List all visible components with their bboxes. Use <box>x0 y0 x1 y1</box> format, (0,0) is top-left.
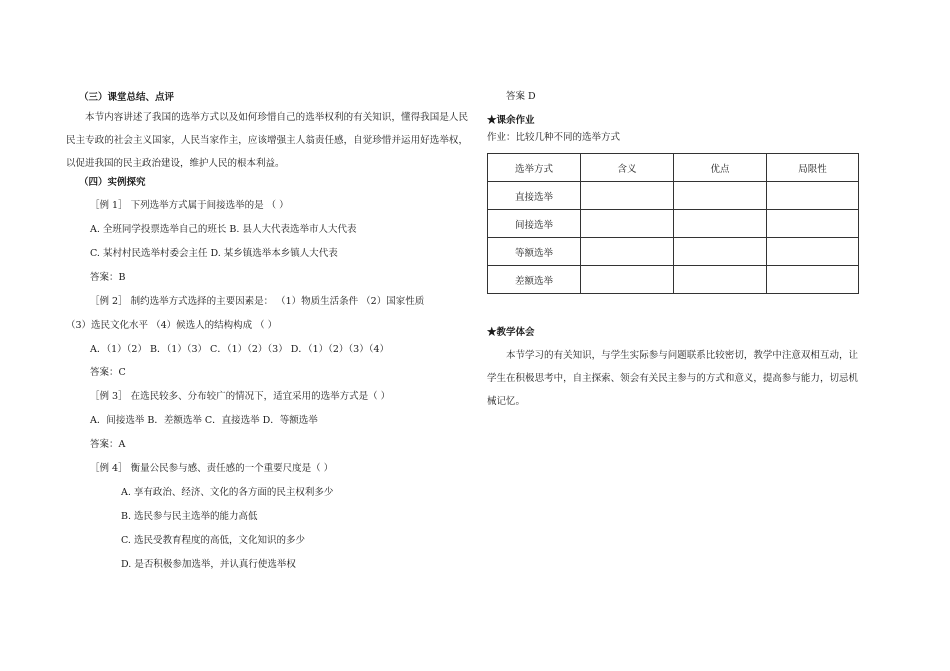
example2-answer: 答案：C <box>90 367 126 378</box>
example3-answer: 答案：A <box>90 439 126 450</box>
table-cell: 间接选举 <box>488 210 581 238</box>
table-row <box>488 210 859 238</box>
table-cell <box>581 238 674 266</box>
example1-question: ［例 1］ 下列选举方式属于间接选举的是 （ ） <box>90 200 289 211</box>
table-row <box>488 266 859 294</box>
example4-option-a: A. 享有政治、经济、文化的各方面的民主权利多少 <box>121 487 334 498</box>
table-cell <box>767 182 859 210</box>
example4-question: ［例 4］ 衡量公民参与感、责任感的一个重要尺度是（ ） <box>90 463 334 474</box>
example4-option-c: C. 选民受教育程度的高低，文化知识的多少 <box>121 535 305 546</box>
example2-question: ［例 2］ 制约选举方式选择的主要因素是： （1）物质生活条件 （2）国家性质 <box>90 296 425 307</box>
example1-answer: 答案：B <box>90 272 126 283</box>
homework-text: 作业：比较几种不同的选举方式 <box>487 132 621 143</box>
table-header: 含义 <box>581 154 674 182</box>
table-header: 优点 <box>674 154 767 182</box>
table-cell <box>581 210 674 238</box>
example4-option-d: D. 是否积极参加选举，并认真行使选举权 <box>121 559 296 570</box>
section3-paragraph: 本节内容讲述了我国的选举方式以及如何珍惜自己的选举权利的有关知识，懂得我国是人民民主专政的社会主义国家，人民当家作主，应该增强主人翁责任感，自觉珍惜并运用好选举权，以促进我国的民主政治建设，维护人民的根本利益。 <box>66 112 468 169</box>
comparison-table <box>487 153 859 294</box>
section3-title: （三）课堂总结、点评 <box>79 92 175 103</box>
table-row <box>488 182 859 210</box>
example1-options-cd: C. 某村村民选举村委会主任 D. 某乡镇选举本乡镇人大代表 <box>90 248 338 259</box>
table-cell: 等额选举 <box>488 238 581 266</box>
section4-title: （四）实例探究 <box>79 177 146 188</box>
example4-option-b: B. 选民参与民主选举的能力高低 <box>121 511 258 522</box>
table-header: 选举方式 <box>488 154 581 182</box>
table-cell <box>674 182 767 210</box>
table-cell <box>767 210 859 238</box>
table-cell <box>674 266 767 294</box>
table-cell: 直接选举 <box>488 182 581 210</box>
example3-question: ［例 3］ 在选民较多、分布较广的情况下，适宜采用的选举方式是（ ） <box>90 391 391 402</box>
table-cell <box>674 238 767 266</box>
homework-title: ★课余作业 <box>487 115 535 126</box>
example4-answer: 答案 D <box>506 91 536 102</box>
example2-question-cont: （3）选民文化水平 （4）候选人的结构构成 （ ） <box>66 320 278 331</box>
table-cell: 差额选举 <box>488 266 581 294</box>
table-cell <box>581 182 674 210</box>
table-row <box>488 238 859 266</box>
table-cell <box>674 210 767 238</box>
table-cell <box>581 266 674 294</box>
table-cell <box>767 266 859 294</box>
example3-options: A．间接选举 B．差额选举 C．直接选举 D．等额选举 <box>90 415 318 426</box>
example2-options: A．（1）（2） B．（1）（3） C．（1）（2）（3） D．（1）（2）（3）（4） <box>90 344 390 355</box>
reflection-title: ★教学体会 <box>487 327 535 338</box>
example1-options-ab: A. 全班同学投票选举自己的班长 B. 县人大代表选举市人大代表 <box>90 224 357 235</box>
reflection-paragraph: 本节学习的有关知识，与学生实际参与问题联系比较密切，教学中注意双相互动，让学生在积极思考中，自主探索、领会有关民主参与的方式和意义，提高参与能力，切忌机械记忆。 <box>487 350 858 407</box>
table-header-row <box>488 154 859 182</box>
table-header: 局限性 <box>767 154 859 182</box>
table-cell <box>767 238 859 266</box>
